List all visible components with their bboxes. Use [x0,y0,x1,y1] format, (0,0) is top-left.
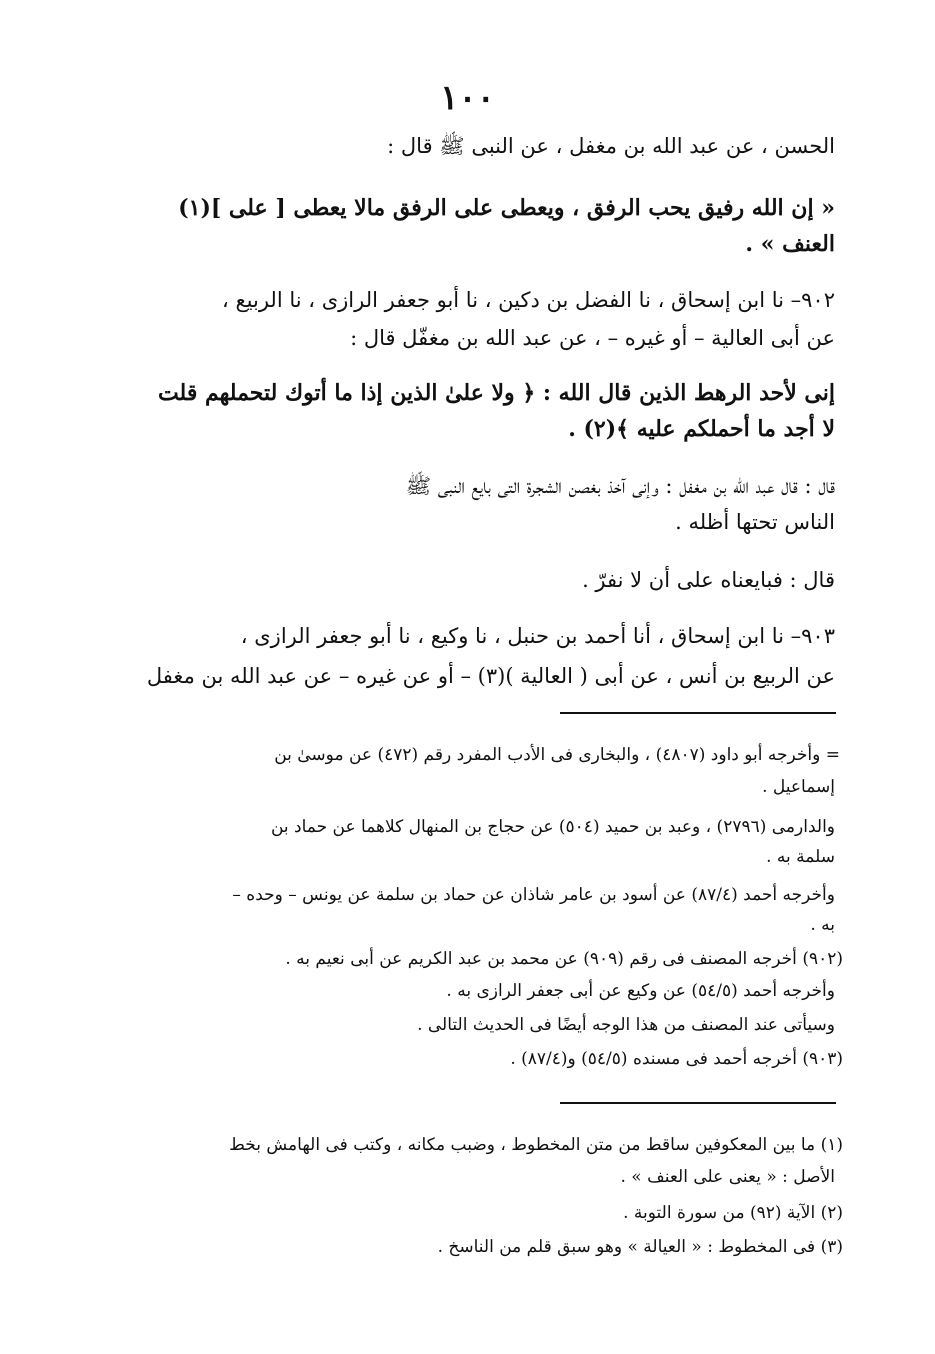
takhrij-line: (٩٠٣) أخرجه أحمد فى مسنده (٥٤/٥) و(٨٧/٤) . [510,1049,843,1069]
takhrij-line: وأخرجه أحمد (٥٤/٥) عن وكيع عن أبى جعفر الرازى به . [446,981,835,1001]
takhrij-line: والدارمى (٢٧٩٦) ، وعبد بن حميد (٥٠٤) عن حجاج بن المنهال كلاهما عن حماد بن [270,817,835,837]
note-line: (٣) فى المخطوط : « العيالة » وهو سبق قلم من الناسخ . [437,1237,843,1257]
body-line: قال : فبايعناه على أن لا نفرّ . [582,568,835,592]
footnote-separator [560,712,836,714]
isnad-line: عن الربيع بن أنس ، عن أبى ( العالية )(٣) – أو عن غيره – عن عبد الله بن مغفل [146,664,835,688]
body-line: الناس تحتها أظله . [675,510,835,534]
takhrij-line: (٩٠٢) أخرجه المصنف فى رقم (٩٠٩) عن محمد بن عبد الكريم عن أبى نعيم به . [285,949,843,969]
hadith-text-line: « إن الله رفيق يحب الرفق ، ويعطى على الرفق مالا يعطى [ على ](١) [178,195,835,221]
notes-separator [560,1102,836,1104]
hadith-text-line: لا أجد ما أحملكم عليه ﴾(٢) . [568,416,835,442]
hadith-text-line: إنى لأحد الرهط الذين قال الله : ﴿ ولا علىٰ الذين إذا ما أتوك لتحملهم قلت [157,380,835,406]
note-line: (١) ما بين المعكوفين ساقط من متن المخطوط ، وضبب مكانه ، وكتب فى الهامش بخط [229,1135,843,1155]
isnad-line: ٩٠٢– نا ابن إسحاق ، نا الفضل بن دكين ، نا أبو جعفر الرازى ، نا الربيع ، [222,288,835,312]
takhrij-line: سلمة به . [766,847,835,867]
takhrij-line: إسماعيل . [762,777,835,797]
body-line: الحسن ، عن عبد الله بن مغفل ، عن النبى ﷺ قال : [387,134,835,158]
hadith-text-line: العنف » . [745,231,835,257]
isnad-line: ٩٠٣– نا ابن إسحاق ، أنا أحمد بن حنبل ، نا وكيع ، نا أبو جعفر الرازى ، [240,624,835,648]
isnad-line: عن أبى العالية – أو غيره – ، عن عبد الله بن مغفّل قال : [350,326,835,350]
body-line: قال : قال عبد الله بن مغفل : وإنى آخذ بغصن الشجرة التى بايع النبى ﷺ [405,474,835,498]
note-line: (٢) الآية (٩٢) من سورة التوبة . [623,1203,843,1223]
takhrij-line: به . [810,915,835,935]
page-number: ١٠٠ [440,78,495,118]
takhrij-line: = وأخرجه أبو داود (٤٨٠٧) ، والبخارى فى الأدب المفرد رقم (٤٧٢) عن موسىٰ بن [274,745,840,765]
takhrij-line: وسيأتى عند المصنف من هذا الوجه أيضًا فى الحديث التالى . [417,1015,835,1035]
note-line: الأصل : « يعنى على العنف » . [620,1167,835,1187]
takhrij-line: وأخرجه أحمد (٨٧/٤) عن أسود بن عامر شاذان عن حماد بن سلمة عن يونس – وحده – [232,885,835,905]
